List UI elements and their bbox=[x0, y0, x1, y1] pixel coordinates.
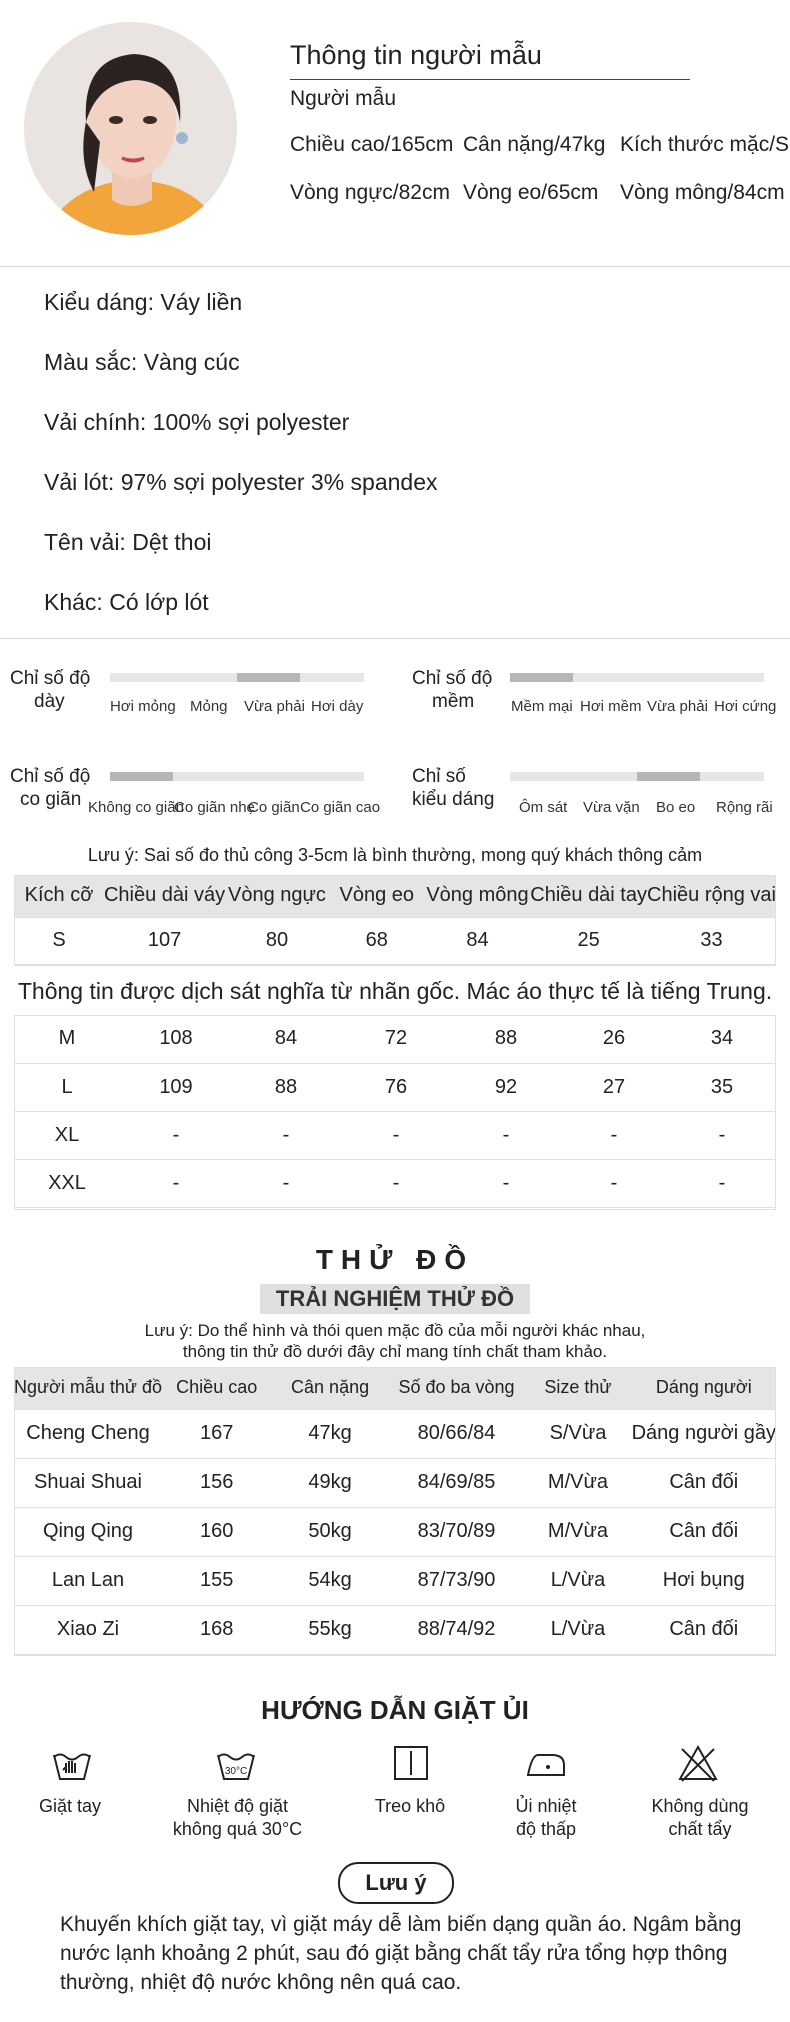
header-measurements: Số đo ba vòng bbox=[398, 1377, 515, 1398]
care-heading: HƯỚNG DẪN GIẶT ỦI bbox=[261, 1695, 529, 1725]
care-note-line: thường, nhiệt độ nước không nên quá cao. bbox=[60, 1971, 462, 1994]
title-underline bbox=[290, 79, 690, 80]
table-cell: Xiao Zi bbox=[56, 1618, 120, 1640]
attr-fabric-name: Tên vải: Dệt thoi bbox=[44, 529, 212, 555]
table-cell: 84 bbox=[466, 929, 489, 951]
table-cell: 35 bbox=[710, 1075, 734, 1098]
table-cell: - bbox=[172, 1123, 180, 1146]
table-border bbox=[14, 1015, 776, 1210]
stretch-selected-segment bbox=[110, 772, 173, 781]
table-cell: 88 bbox=[494, 1027, 518, 1050]
stretch-title-line2: co giãn bbox=[20, 789, 82, 810]
care-label-line: độ thấp bbox=[515, 1819, 577, 1839]
table-cell: Qing Qing bbox=[42, 1520, 134, 1542]
header-weight: Cân nặng bbox=[291, 1377, 370, 1398]
table-cell: L/Vừa bbox=[550, 1618, 606, 1640]
care-label-wash-30 bbox=[160, 1795, 315, 1841]
stretch-scale bbox=[110, 772, 364, 781]
table-cell: 167 bbox=[200, 1422, 234, 1444]
care-label-line: không quá 30°C bbox=[172, 1819, 303, 1839]
wash-30-icon bbox=[214, 1743, 258, 1788]
thickness-option-1: Hơi mỏng bbox=[110, 698, 176, 715]
table-cell: 108 bbox=[159, 1027, 193, 1050]
stretch-option-2: Co giãn nhẹ bbox=[174, 799, 255, 816]
table-cell: 26 bbox=[602, 1027, 626, 1050]
table-cell: 50kg bbox=[308, 1520, 352, 1542]
care-note-badge: Lưu ý bbox=[338, 1862, 454, 1904]
model-waist: Vòng eo/65cm bbox=[463, 181, 599, 204]
stretch-option-3: Co giãn bbox=[248, 799, 300, 816]
table-cell: 49kg bbox=[308, 1471, 352, 1493]
table-cell: - bbox=[718, 1123, 726, 1146]
care-label-iron bbox=[476, 1795, 616, 1841]
fit-option-4: Rộng rãi bbox=[716, 799, 773, 816]
header-body-type: Dáng người bbox=[655, 1377, 752, 1398]
table-cell: 72 bbox=[384, 1027, 408, 1050]
no-bleach-icon bbox=[676, 1743, 720, 1788]
fit-scale bbox=[510, 772, 764, 781]
translation-note: Thông tin được dịch sát nghĩa từ nhãn gốc. Mác áo thực tế là tiếng Trung. bbox=[17, 978, 773, 1004]
softness-title-line2: mềm bbox=[432, 691, 475, 712]
tryon-note bbox=[0, 1320, 790, 1362]
care-label-line: chất tẩy bbox=[668, 1819, 732, 1839]
model-subtitle: Người mẫu bbox=[290, 87, 397, 110]
fit-title-line2: kiểu dáng bbox=[412, 789, 495, 810]
table-cell: L/Vừa bbox=[550, 1569, 606, 1591]
model-weight: Cân nặng/47kg bbox=[463, 133, 606, 156]
table-cell: M/Vừa bbox=[547, 1471, 608, 1493]
table-cell: - bbox=[392, 1123, 400, 1146]
fit-title-line1: Chỉ số bbox=[412, 766, 466, 787]
softness-option-1: Mềm mại bbox=[511, 698, 573, 715]
table-cell: 80 bbox=[265, 929, 289, 951]
table-cell: 84/69/85 bbox=[417, 1471, 496, 1493]
model-height: Chiều cao/165cm bbox=[290, 133, 454, 156]
table-border bbox=[14, 875, 776, 966]
softness-selected-segment bbox=[510, 673, 573, 682]
table-cell: 88/74/92 bbox=[417, 1618, 496, 1640]
thickness-title-line2: dày bbox=[34, 691, 65, 712]
table-cell: Hơi bụng bbox=[662, 1569, 745, 1591]
divider bbox=[0, 266, 790, 267]
care-label-line: Treo khô bbox=[374, 1796, 446, 1816]
table-cell: 80/66/84 bbox=[417, 1422, 496, 1444]
thickness-index-title bbox=[10, 667, 90, 713]
table-cell: 87/73/90 bbox=[417, 1569, 496, 1591]
iron-low-icon bbox=[524, 1743, 568, 1788]
hand-wash-icon bbox=[50, 1743, 94, 1788]
model-bust: Vòng ngực/82cm bbox=[290, 181, 450, 204]
hang-dry-icon bbox=[389, 1743, 433, 1788]
table-cell: Cân đối bbox=[669, 1471, 739, 1493]
care-label-line: Giặt tay bbox=[38, 1796, 102, 1816]
care-label-line: Ủi nhiệt bbox=[515, 1796, 577, 1816]
table-cell: 55kg bbox=[308, 1618, 352, 1640]
table-cell: Cân đối bbox=[669, 1618, 739, 1640]
attr-main-fabric: Vải chính: 100% sợi polyester bbox=[44, 409, 350, 435]
table-cell: 92 bbox=[494, 1075, 518, 1098]
stretch-title-line1: Chỉ số độ bbox=[10, 766, 91, 787]
header-height: Chiều cao bbox=[176, 1377, 258, 1398]
thickness-option-3: Vừa phải bbox=[244, 698, 305, 715]
fit-option-1: Ôm sát bbox=[519, 799, 568, 816]
table-cell: S/Vừa bbox=[549, 1422, 607, 1444]
measurement-error-note: Lưu ý: Sai số đo thủ công 3-5cm là bình thường, mong quý khách thông cảm bbox=[87, 845, 703, 865]
table-cell: - bbox=[610, 1123, 618, 1146]
table-cell: Lan Lan bbox=[51, 1569, 125, 1591]
header-hip: Vòng mông bbox=[426, 884, 529, 907]
softness-option-2: Hơi mềm bbox=[580, 698, 642, 715]
attr-color: Màu sắc: Vàng cúc bbox=[44, 349, 240, 375]
care-label-no-bleach bbox=[630, 1795, 770, 1841]
table-cell: M/Vừa bbox=[547, 1520, 608, 1542]
care-note-line: Khuyến khích giặt tay, vì giặt máy dễ làm biến dạng quần áo. Ngâm bằng bbox=[60, 1913, 742, 1936]
model-size: Kích thước mặc/S bbox=[620, 133, 790, 156]
header-shoulder-width: Chiều rộng vai bbox=[647, 884, 776, 907]
thickness-scale bbox=[110, 673, 364, 682]
model-photo bbox=[24, 22, 237, 235]
tryon-note-line1: Lưu ý: Do thể hình và thói quen mặc đồ của mỗi người khác nhau, bbox=[144, 1321, 646, 1340]
thickness-option-2: Mỏng bbox=[190, 698, 228, 715]
table-cell: 76 bbox=[384, 1075, 408, 1098]
table-cell: M bbox=[58, 1027, 76, 1050]
table-cell: - bbox=[610, 1171, 618, 1194]
stretch-option-1: Không co giãn bbox=[88, 799, 184, 816]
care-note-text bbox=[60, 1910, 760, 1997]
table-cell: XL bbox=[54, 1123, 80, 1146]
softness-option-4: Hơi cứng bbox=[714, 698, 777, 715]
thickness-option-4: Hơi dày bbox=[311, 698, 364, 715]
fit-index-title bbox=[412, 765, 494, 811]
table-cell: - bbox=[502, 1171, 510, 1194]
header-model: Người mẫu thử đồ bbox=[14, 1377, 162, 1398]
table-cell: - bbox=[718, 1171, 726, 1194]
attr-lining: Vải lót: 97% sợi polyester 3% spandex bbox=[44, 469, 438, 495]
header-dress-length: Chiều dài váy bbox=[103, 884, 226, 907]
model-portrait-image bbox=[24, 22, 237, 235]
header-sleeve-length: Chiều dài tay bbox=[530, 884, 647, 907]
table-cell: 34 bbox=[710, 1027, 734, 1050]
table-cell: 156 bbox=[200, 1471, 234, 1493]
table-cell: 88 bbox=[274, 1075, 298, 1098]
stretch-index-title bbox=[10, 765, 90, 811]
wash-30-badge: 30°C bbox=[224, 1766, 248, 1777]
table-cell: 83/70/89 bbox=[417, 1520, 496, 1542]
fit-option-3: Bo eo bbox=[656, 799, 696, 816]
header-tried-size: Size thử bbox=[544, 1377, 612, 1398]
attr-style: Kiểu dáng: Váy liền bbox=[44, 289, 243, 315]
table-cell: 54kg bbox=[308, 1569, 352, 1591]
table-cell: Cheng Cheng bbox=[26, 1422, 150, 1444]
table-cell: Shuai Shuai bbox=[34, 1471, 142, 1493]
table-cell: 168 bbox=[200, 1618, 234, 1640]
table-cell: S bbox=[52, 929, 66, 951]
header-size: Kích cỡ bbox=[24, 884, 94, 907]
table-cell: - bbox=[502, 1123, 510, 1146]
care-note-line: nước lạnh khoảng 2 phút, sau đó giặt bằng chất tẩy rửa tổng hợp thông bbox=[60, 1942, 728, 1965]
table-cell: Cân đối bbox=[669, 1520, 739, 1542]
table-cell: 84 bbox=[274, 1027, 298, 1050]
table-cell: 160 bbox=[200, 1520, 234, 1542]
table-cell: 25 bbox=[577, 929, 600, 951]
table-cell: 47kg bbox=[308, 1422, 352, 1444]
table-cell: - bbox=[282, 1171, 290, 1194]
table-cell: - bbox=[392, 1171, 400, 1194]
table-cell: Dáng người gầy bbox=[631, 1422, 776, 1444]
divider bbox=[0, 638, 790, 639]
table-cell: - bbox=[172, 1171, 180, 1194]
tryon-heading: THỬ ĐỒ bbox=[315, 1244, 475, 1275]
fit-selected-segment bbox=[637, 772, 700, 781]
table-cell: 109 bbox=[159, 1075, 193, 1098]
table-cell: 107 bbox=[147, 929, 182, 951]
softness-scale bbox=[510, 673, 764, 682]
attr-other: Khác: Có lớp lót bbox=[44, 589, 209, 615]
softness-index-title bbox=[412, 667, 492, 713]
care-label-line: Nhiệt độ giặt bbox=[186, 1796, 289, 1816]
model-hip: Vòng mông/84cm bbox=[620, 181, 785, 204]
thickness-title-line1: Chỉ số độ bbox=[10, 668, 91, 689]
fit-option-2: Vừa vặn bbox=[583, 799, 640, 816]
care-label-hang-dry bbox=[340, 1795, 480, 1818]
table-cell: 155 bbox=[200, 1569, 234, 1591]
table-cell: - bbox=[282, 1123, 290, 1146]
table-cell: 27 bbox=[602, 1075, 626, 1098]
care-label-line: Không dùng bbox=[651, 1796, 749, 1816]
table-cell: L bbox=[61, 1075, 73, 1098]
care-label-hand-wash bbox=[0, 1795, 140, 1818]
stretch-option-4: Co giãn cao bbox=[300, 799, 381, 816]
softness-option-3: Vừa phải bbox=[647, 698, 708, 715]
thickness-selected-segment bbox=[237, 673, 300, 682]
tryon-note-line2: thông tin thử đồ dưới đây chỉ mang tính chất tham khảo. bbox=[182, 1342, 608, 1361]
table-cell: 68 bbox=[365, 929, 388, 951]
table-border bbox=[14, 1367, 776, 1656]
table-cell: XXL bbox=[48, 1171, 86, 1194]
table-cell: 33 bbox=[700, 929, 723, 951]
header-bust: Vòng ngực bbox=[228, 884, 326, 907]
model-info-title: Thông tin người mẫu bbox=[290, 40, 542, 70]
softness-title-line1: Chỉ số độ bbox=[412, 668, 493, 689]
tryon-subheading: TRẢI NGHIỆM THỬ ĐỒ bbox=[275, 1286, 515, 1311]
header-waist: Vòng eo bbox=[339, 884, 415, 907]
